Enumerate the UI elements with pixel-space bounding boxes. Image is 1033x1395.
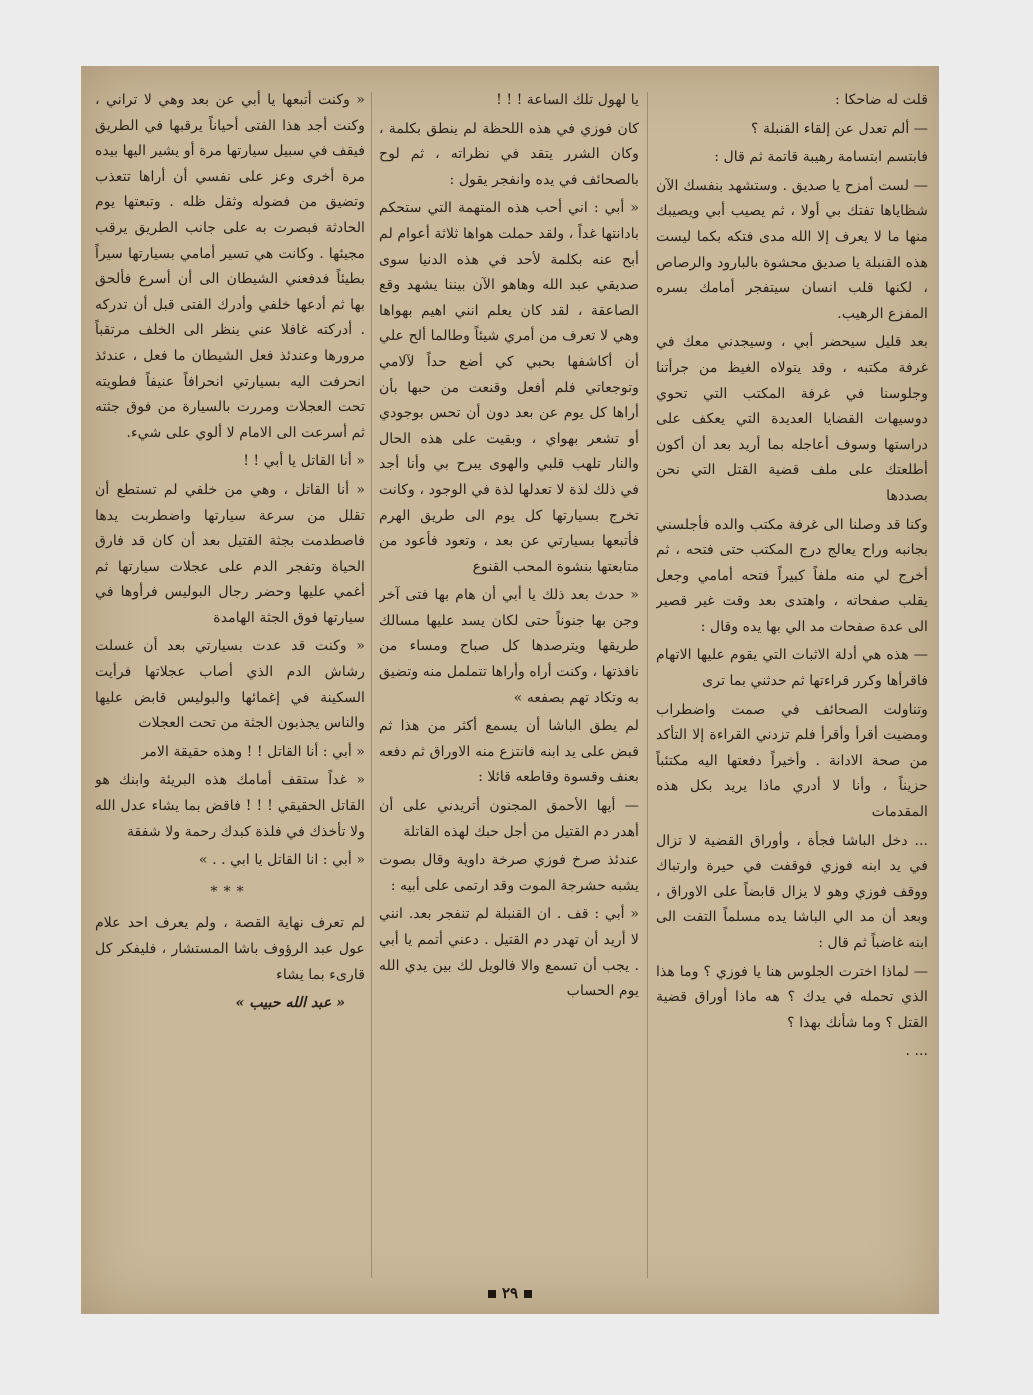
page-number <box>81 1284 939 1302</box>
article-paragraph: ... . <box>905 1043 928 1060</box>
square-bullet-icon <box>488 1290 496 1298</box>
article-column-1 <box>656 88 928 1278</box>
article-column-2 <box>379 88 639 1278</box>
article-paragraph: « حدث بعد ذلك يا أبي أن هام بها فتى آخر وجن بها جنوناً حتى لكان يسد عليها مسالك طريقها ويترصدها كل صباح ومساء من نافذتها ، وكنت أراه وأراها تتململ منه وتضيق به وتكاد تهم بصفعه » <box>379 587 639 706</box>
article-paragraph: وكنا قد وصلنا الى غرفة مكتب والده فأجلسني بجانبه وراح يعالج درج المكتب حتى فتحه ، ثم أخرج لي منه ملفاً كبيراً فتحه أمامي وجعل يقلب صفحاته ، واهتدى بعد وقت غير قصير الى عدة صفحات مد الي بها يده وقال : <box>656 516 928 635</box>
article-paragraph: — هذه هي أدلة الاثبات التي يقوم عليها الاتهام فاقرأها وكرر قراءتها ثم حدثني بما ترى <box>656 647 928 690</box>
author-signature: « عبد الله حبيب » <box>235 995 345 1012</box>
article-paragraph: كان فوزي في هذه اللحظة لم ينطق بكلمة ، وكان الشرر يتقد في نظراته ، ثم لوح بالصحائف في يده وانفجر يقول : <box>379 120 639 188</box>
article-paragraph: وتناولت الصحائف في صمت واضطراب ومضيت أقرأ وأقرأ فلم تزدني القراءة إلا التأكد من صحة الادانة . وأخيراً دفعتها اليه مكتئباً حزيناً ، وأنا لا أدري ماذا يريد بكل هذه المقدمات <box>656 701 928 821</box>
article-paragraph: لم تعرف نهاية القصة ، ولم يعرف احد علام عول عبد الرؤوف باشا المستشار ، فليفكر كل قارىء بما يشاء <box>95 915 365 983</box>
page-number-text: ٢٩ <box>501 1284 519 1302</box>
article-paragraph: « أنا القاتل يا أبي ! ! <box>243 453 365 470</box>
article-paragraph: لم يطق الباشا أن يسمع أكثر من هذا ثم قبض على يد ابنه فانتزع منه الاوراق ثم دفعه بعنف وقسوة وقاطعه قائلا : <box>379 718 639 786</box>
article-paragraph: « أبي : قف . ان القنبلة لم تنفجر بعد. انني لا أريد أن تهدر دم القتيل . دعني أتمم يا أبي . يجب أن تسمع والا فالويل لك بين يدي الله يوم الحساب <box>379 906 639 1000</box>
article-paragraph: « وكنت قد عدت بسيارتي بعد أن غسلت رشاش الدم الذي أصاب عجلاتها فرأيت السكينة في إغمائها والبوليس قابض عليها والناس يجذبون الجثة من تحت العجلات <box>95 638 365 732</box>
article-paragraph: — أيها الأحمق المجنون أتريدني على أن أهدر دم القتيل من أجل حبك لهذه القاتلة <box>379 798 639 840</box>
magazine-page <box>81 66 939 1314</box>
article-paragraph: ... دخل الباشا فجأة ، وأوراق القضية لا تزال في يد ابنه فوزي فوقفت في حيرة وارتباك ووقف فوزي وهو لا يزال قابضاً على الاوراق ، وبعد أن مد الي الباشا يده مسلماً التفت الى ابنه غاضباً ثم قال : <box>656 832 928 951</box>
article-paragraph: — لست أمزح يا صديق . وستشهد بنفسك الآن شظاياها تفتك بي أولا ، ثم يصيب أبي ويصيبك منها ما لا يعرف إلا الله مدى فتكه بكما ليست هذه القنبلة يا صديق محشوة بالبارود والرصاص ، لكنها قلب انسان سيتفجر أمامك بسره المفزع الرهيب. <box>656 177 928 322</box>
column-divider <box>371 92 372 1278</box>
article-paragraph: « أبي : اني أحب هذه المتهمة التي ستحكم بادانتها غداً ، ولقد حملت هواها ثلاثة أعوام لم أبح عنه بكلمة لأحد في هذه الدنيا سوى صديقي عبد الله وهاهو الآن بيننا يشهد وقع الصاعقة ، لقد كان يعلم انني اهيم بهواها وهي لا تعرف من أمري شيئاً وطالما ألح علي أن أكاشفها بحبي كي أضع حداً لآلامي وتوجعاتي فلم أفعل وقنعت من حبها بأن أراها كل يوم عن بعد دون أن تحس بوجودي أو تشعر بهواي ، وبقيت على هذه الحال والنار تلهب قلبي والهوى يبرح بي وأنا أجد في ذلك لذة لا تعدلها لذة في الوجود ، وكانت تخرج بسيارتها كل يوم الى طريق الهرم فأتبعها بسيارتي عن بعد ، وتعود فأعود من متابعتها بنشوة المحب القنوع <box>379 200 639 575</box>
article-paragraph: « أبي : انا القاتل يا ابي . . » <box>198 852 365 869</box>
article-paragraph: يا لهول تلك الساعة ! ! ! <box>496 92 639 108</box>
article-paragraph: « وكنت أتبعها يا أبي عن بعد وهي لا تراني ، وكنت أجد هذا الفتى أحياناً يرقبها في الطريق فيقف في سبيل سيارتها مرة أو يشير اليها بيده مرة أخرى وعز على نفسي أن أراها تتعذب وتضيق من فضوله وثقل ظله . وتبعتها يوم الحادثة فبصرت به على جانب الطريق يرقب مجيئها . وكانت هي تسير أمامي بسيارتها سيراً بطيئاً فدفعني الشيطان الى أن أسرع فألحق بها ثم أدعها خلفي وأدرك الفتى قبل أن تدركه . أدركته غافلا عني ينظر الى الخلف مرتقباً مرورها وعندئذ فعل الشيطان ما فعل ، عندئذ انحرفت اليه بسيارتي انحرافاً عنيفاً فطويته تحت العجلات ومررت بالسيارة من فوق جثته ثم أسرعت الى الامام لا ألوي على شيء. <box>95 92 365 441</box>
article-paragraph: « أبي : أنا القاتل ! ! وهذه حقيقة الامر <box>141 743 365 760</box>
square-bullet-icon <box>524 1290 532 1298</box>
article-paragraph: — ألم تعدل عن إلقاء القنبلة ؟ <box>750 120 928 137</box>
article-paragraph: عندئذ صرخ فوزي صرخة داوية وقال بصوت يشبه حشرجة الموت وقد ارتمى على أبيه : <box>379 852 639 894</box>
section-separator: *** <box>210 883 250 900</box>
article-paragraph: قلت له ضاحكا : <box>835 92 928 108</box>
column-divider <box>647 92 648 1278</box>
article-paragraph: — لماذا اخترت الجلوس هنا يا فوزي ؟ وما هذا الذي تحمله في يدك ؟ هه ماذا أوراق قضية القتل ؟ وما شأنك بهذا ؟ <box>656 963 928 1031</box>
article-paragraph: فابتسم ابتسامة رهيبة قاتمة ثم قال : <box>714 149 928 166</box>
article-paragraph: « غداً ستقف أمامك هذه البريئة وابنك هو القاتل الحقيقي ! ! ! فاقض بما يشاء عدل الله ولا تأخذك في فلذة كبدك رحمة ولا شفقة <box>95 772 365 840</box>
article-column-3 <box>95 88 365 1278</box>
article-paragraph: بعد قليل سيحضر أبي ، وسيجدني معك في غرفة مكتبه ، وقد يتولاه الغيظ من جرأتنا وجلوسنا في غرفة المكتب التي تحوي دوسيهات القضايا العديدة التي يعكف على دراستها وسوف أعاجله بما أريد بعد أن أكون أطلعتك على ملف قضية القتل التي نحن بصددها <box>656 334 928 504</box>
article-paragraph: « أنا القاتل ، وهي من خلفي لم تستطع أن تقلل من سرعة سيارتها واضطربت يدها فاصطدمت بجثة القتيل بعد أن كان قد فارق الحياة وتفجر الدم على عجلات سيارتها ثم أغمي عليها وحضر رجال البوليس فرأوها في سيارتها فوق الجثة الهامدة <box>95 481 365 626</box>
